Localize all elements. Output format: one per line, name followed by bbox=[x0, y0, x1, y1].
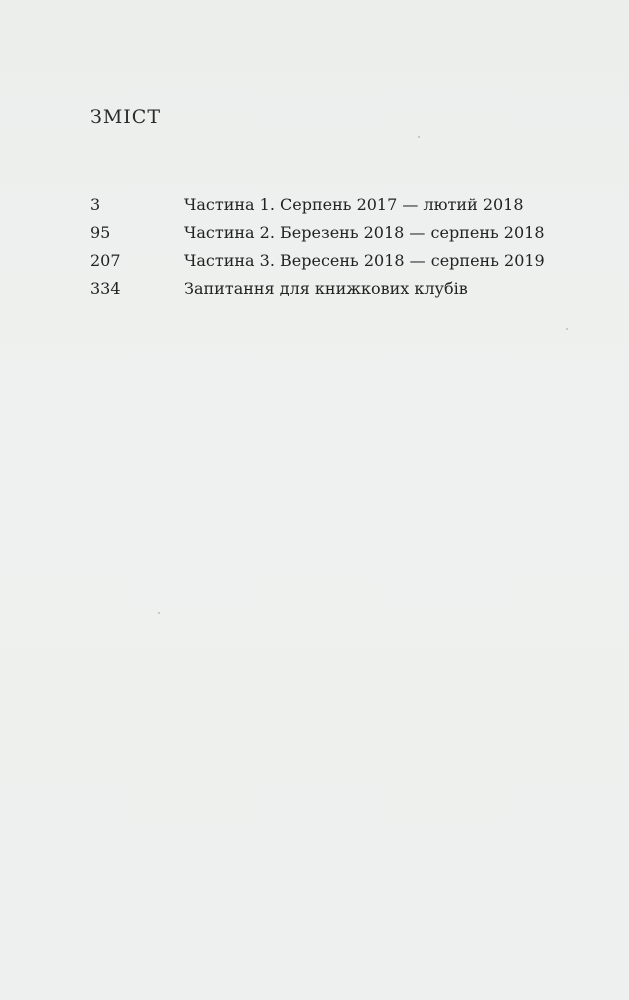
toc-entry bbox=[90, 218, 590, 246]
paper-speck bbox=[418, 136, 420, 138]
contents-heading: ЗМІСТ bbox=[90, 106, 162, 128]
toc-page-number: 3 bbox=[90, 194, 101, 214]
toc-entry bbox=[90, 190, 590, 218]
toc-entry bbox=[90, 274, 590, 302]
toc-entry-title: Частина 1. Серпень 2017 — лютий 2018 bbox=[184, 194, 524, 214]
toc-entry-title: Частина 2. Березень 2018 — серпень 2018 bbox=[184, 222, 545, 242]
paper-speck bbox=[566, 328, 568, 330]
toc-page-number: 334 bbox=[90, 278, 121, 298]
toc-entry bbox=[90, 246, 590, 274]
toc-page-number: 207 bbox=[90, 250, 121, 270]
paper-speck bbox=[158, 612, 160, 614]
table-of-contents bbox=[90, 190, 590, 302]
toc-entry-title: Запитання для книжкових клубів bbox=[184, 278, 468, 298]
toc-page-number: 95 bbox=[90, 222, 111, 242]
toc-entry-title: Частина 3. Вересень 2018 — серпень 2019 bbox=[184, 250, 545, 270]
